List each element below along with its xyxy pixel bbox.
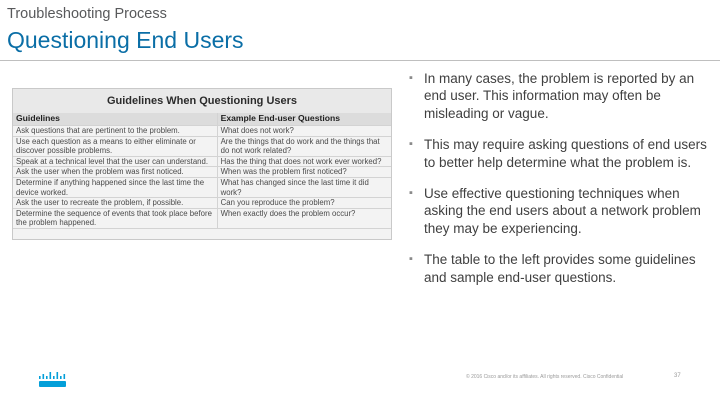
guideline-cell: Ask the user to recreate the problem, if possible. (13, 198, 217, 209)
bullet-item (409, 185, 709, 237)
guidelines-table-image (12, 88, 392, 240)
bullet-marker: ▪ (409, 138, 413, 151)
table-row (13, 208, 391, 228)
guideline-cell: Ask questions that are pertinent to the problem. (13, 126, 217, 137)
guideline-cell: Ask the user when the problem was first noticed. (13, 167, 217, 178)
table-row (13, 126, 391, 137)
bullet-item (409, 136, 709, 171)
bullet-item (409, 70, 709, 122)
guidelines-table (13, 113, 391, 229)
bullet-text: In many cases, the problem is reported by an end user. This information may often be misleading or vague. (424, 71, 695, 121)
question-cell: What has changed since the last time it did work? (217, 177, 391, 197)
page-number: 37 (674, 373, 681, 379)
bullet-text: The table to the left provides some guidelines and sample end-user questions. (424, 252, 696, 285)
column-header: Guidelines (13, 113, 217, 126)
bullet-marker: ▪ (409, 253, 413, 266)
table-row (13, 156, 391, 167)
guideline-cell: Determine the sequence of events that took place before the problem happened. (13, 208, 217, 228)
copyright-note: © 2016 Cisco and/or its affiliates. All rights reserved. Cisco Confidential (466, 374, 624, 380)
table-header-row (13, 113, 391, 126)
bullet-list (409, 70, 709, 286)
table-row (13, 167, 391, 178)
guideline-cell: Use each question as a means to either eliminate or discover possible problems. (13, 136, 217, 156)
bullet-text: This may require asking questions of end users to better help determine what the problem is. (424, 137, 707, 170)
table-row (13, 136, 391, 156)
question-cell: When was the problem first noticed? (217, 167, 391, 178)
table-row (13, 198, 391, 209)
question-cell: When exactly does the problem occur? (217, 208, 391, 228)
question-cell: Are the things that do work and the things that do not work related? (217, 136, 391, 156)
bullet-marker: ▪ (409, 72, 413, 84)
cisco-logo-icon (38, 372, 68, 388)
guideline-cell: Speak at a technical level that the user can understand. (13, 156, 217, 167)
question-cell: Has the thing that does not work ever worked? (217, 156, 391, 167)
question-cell: Can you reproduce the problem? (217, 198, 391, 209)
bullet-text: Use effective questioning techniques when asking the end users about a network problem they may be experiencing. (424, 186, 701, 236)
bullet-marker: ▪ (409, 187, 413, 200)
column-header: Example End-user Questions (217, 113, 391, 126)
title-divider (0, 60, 720, 61)
section-kicker: Troubleshooting Process (7, 6, 167, 22)
bullet-item (409, 251, 709, 286)
guideline-cell: Determine if anything happened since the last time the device worked. (13, 177, 217, 197)
slide-title: Questioning End Users (7, 27, 244, 53)
question-cell: What does not work? (217, 126, 391, 137)
table-caption: Guidelines When Questioning Users (13, 89, 391, 113)
table-row (13, 177, 391, 197)
